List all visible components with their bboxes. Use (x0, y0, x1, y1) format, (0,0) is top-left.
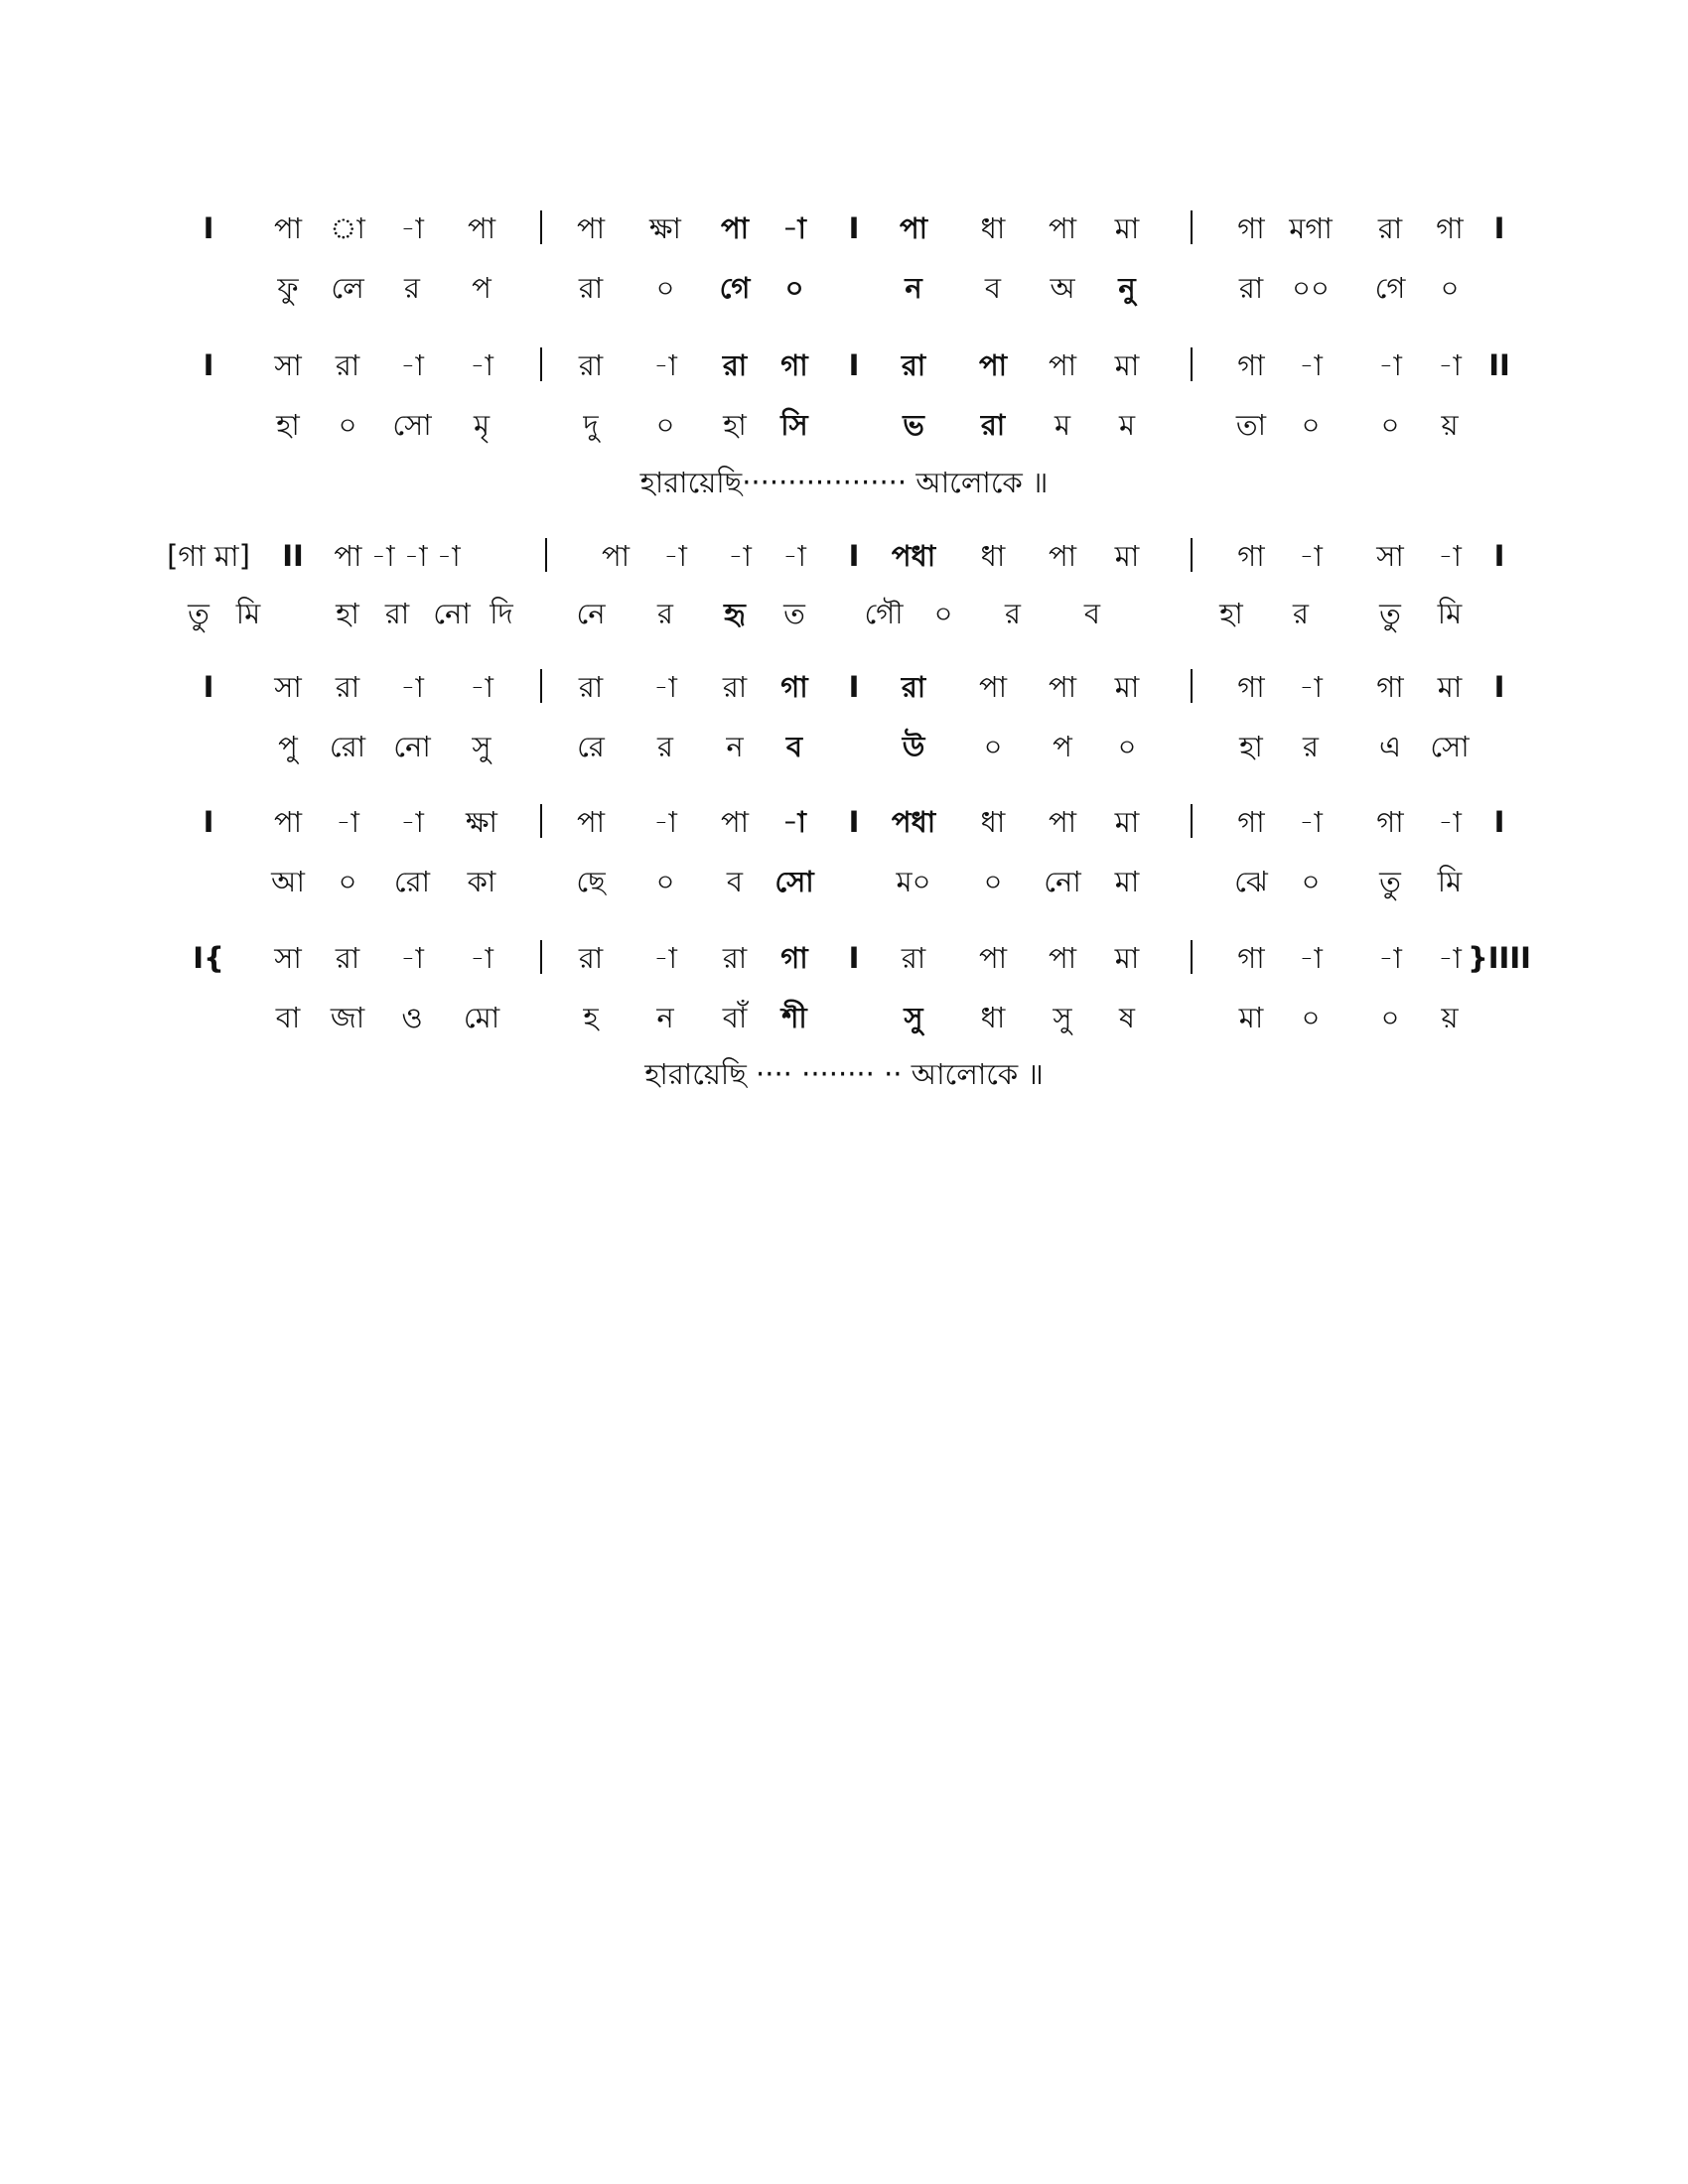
note-token: I (1493, 211, 1505, 245)
note-token: পা (720, 805, 750, 839)
measure-bar (540, 347, 542, 381)
note-token: গা (1237, 211, 1265, 245)
note-token: -া (782, 539, 806, 573)
note-token: -া (782, 805, 806, 839)
measure-bar (545, 538, 547, 572)
note-token: -া (728, 539, 752, 573)
note-token: I (203, 211, 214, 245)
note-token: পা (978, 670, 1008, 704)
note-token: I (1493, 805, 1505, 839)
measure-bar (1191, 347, 1193, 381)
lyric-syllable: ০ (338, 865, 357, 898)
lyric-syllable: ব (1083, 597, 1101, 630)
lyric-syllable: হা (1239, 730, 1263, 763)
note-token: মা (1114, 805, 1140, 839)
note-token: [গা মা] (167, 539, 250, 573)
lyric-syllable: তু (1379, 597, 1401, 630)
note-token: রা (335, 348, 360, 382)
note-token: -া (336, 805, 359, 839)
note-token: পা (1048, 211, 1077, 245)
note-token: পা (1048, 805, 1077, 839)
note-token: রা (722, 670, 748, 704)
note-token: সা (274, 348, 302, 382)
lyric-syllable: সো (392, 408, 432, 442)
note-token: রা (901, 670, 926, 704)
note-token: গা (780, 670, 808, 704)
note-token: I (848, 805, 860, 839)
lyric-syllable: গে (1374, 271, 1406, 305)
note-token: মগা (1289, 211, 1333, 245)
note-token: -া (1438, 805, 1462, 839)
lyric-syllable: য় (1441, 1001, 1459, 1034)
note-token: গা (780, 348, 808, 382)
note-token: া (330, 211, 365, 245)
note-token: রা (722, 348, 748, 382)
note-token: রা (722, 941, 748, 975)
note-token: মা (1437, 670, 1463, 704)
lyric-syllable: বা (275, 1001, 301, 1034)
note-token: -া (1438, 941, 1462, 975)
lyric-syllable: মি (1437, 865, 1463, 898)
lyric-syllable: ০ (338, 408, 357, 442)
lyric-syllable: প (1053, 730, 1072, 763)
measure-bar (540, 669, 542, 703)
lyric-row (199, 268, 1509, 308)
lyric-syllable: লে (331, 271, 364, 305)
measure-bar (1191, 210, 1193, 244)
lyric-syllable: ০ (1301, 408, 1321, 442)
note-token: পা (1048, 348, 1077, 382)
lyric-syllable: ০ (983, 865, 1003, 898)
refrain-line: হারায়েছি ···· ········ ·· আলোকে ॥ (644, 1057, 1044, 1091)
note-token: গা (1436, 211, 1464, 245)
lyric-syllable: ম (1054, 408, 1071, 442)
lyric-syllable: দি (490, 597, 513, 630)
note-token: -া (400, 348, 424, 382)
note-token: }IIII (1468, 941, 1531, 975)
lyric-syllable: ব (984, 271, 1002, 305)
note-token: -া (470, 941, 493, 975)
lyric-syllable: কা (467, 865, 496, 898)
lyric-syllable: নো (433, 597, 471, 630)
lyric-syllable: হৃ (724, 597, 746, 630)
lyric-syllable: রা (384, 597, 410, 630)
note-token: I (203, 805, 214, 839)
note-token: পা (978, 941, 1008, 975)
measure-bar (1191, 669, 1193, 703)
note-token: I (203, 670, 214, 704)
note-token: -া (653, 348, 677, 382)
note-token: II (282, 539, 304, 573)
note-token: রা (335, 941, 360, 975)
lyric-syllable: র (1005, 597, 1021, 630)
note-token: রা (578, 941, 604, 975)
lyric-row (199, 998, 1509, 1037)
lyric-syllable: সি (780, 408, 808, 442)
lyric-syllable: গৌ (864, 597, 904, 630)
lyric-syllable: ভ (903, 408, 924, 442)
note-token: -া (470, 670, 493, 704)
note-token: সা (274, 670, 302, 704)
note-token: পা (1048, 670, 1077, 704)
note-token: -া (782, 211, 806, 245)
notation-row (199, 802, 1509, 842)
lyric-syllable: আ (271, 865, 305, 898)
lyric-syllable: সু (1053, 1001, 1072, 1034)
note-token: -া (1438, 348, 1462, 382)
note-token: ধা (980, 805, 1006, 839)
note-token: গা (780, 941, 808, 975)
note-token: I (1493, 539, 1505, 573)
lyric-syllable: ০ (784, 271, 804, 305)
lyric-syllable: ন (905, 271, 922, 305)
lyric-syllable: ন (726, 730, 744, 763)
lyric-syllable: দু (583, 408, 599, 442)
lyric-syllable: রা (1238, 271, 1264, 305)
note-token: রা (578, 348, 604, 382)
lyric-syllable: ০ (1380, 408, 1400, 442)
measure-bar (540, 940, 542, 974)
lyric-syllable: র (1293, 597, 1309, 630)
note-token: -া (1438, 539, 1462, 573)
lyric-syllable: ০ (1301, 865, 1321, 898)
lyric-syllable: ব (726, 865, 744, 898)
lyric-syllable: র (404, 271, 420, 305)
notation-row (193, 938, 1531, 978)
note-token: -া (653, 670, 677, 704)
lyric-syllable: ০ (1440, 271, 1460, 305)
lyric-syllable: নে (576, 597, 606, 630)
lyric-syllable: ছে (576, 865, 606, 898)
measure-bar (1191, 804, 1193, 838)
lyric-syllable: হা (336, 597, 359, 630)
lyric-syllable: ফু (277, 271, 299, 305)
note-token: পা (1048, 941, 1077, 975)
note-token: সা (274, 941, 302, 975)
note-token: রা (335, 670, 360, 704)
note-token: I (203, 348, 214, 382)
lyric-syllable: ০ (1117, 730, 1137, 763)
note-token: গা (1237, 348, 1265, 382)
note-token: পধা (891, 805, 936, 839)
lyric-syllable: শী (781, 1001, 807, 1034)
lyric-syllable: ০ (655, 865, 675, 898)
note-token: রা (901, 941, 926, 975)
lyric-syllable: ম (1118, 408, 1136, 442)
notation-row (199, 667, 1509, 707)
note-token: মা (1114, 348, 1140, 382)
note-token: I (848, 670, 860, 704)
note-token: -া (400, 941, 424, 975)
note-token: I (848, 348, 860, 382)
lyric-syllable: নো (393, 730, 431, 763)
lyric-syllable: মা (1114, 865, 1140, 898)
note-token: পা (273, 211, 303, 245)
lyric-syllable: র (1303, 730, 1319, 763)
note-token: পা (273, 805, 303, 839)
lyric-syllable: ০ (655, 408, 675, 442)
lyric-syllable: হা (276, 408, 300, 442)
lyric-syllable: সো (774, 865, 814, 898)
measure-bar (540, 210, 542, 244)
note-token: -া (470, 348, 493, 382)
lyric-syllable: প (472, 271, 492, 305)
note-token: -া (400, 805, 424, 839)
lyric-syllable: হা (1219, 597, 1243, 630)
lyric-row (188, 594, 1509, 633)
lyric-syllable: ষ (1119, 1001, 1135, 1034)
note-token: পা (576, 211, 606, 245)
note-token: পা (720, 211, 750, 245)
note-token: -া (1299, 805, 1323, 839)
lyric-syllable: ০ (933, 597, 953, 630)
lyric-syllable: ব (785, 730, 803, 763)
lyric-syllable: ন (656, 1001, 674, 1034)
lyric-syllable: ঝে (1234, 865, 1268, 898)
note-token: I{ (193, 941, 224, 975)
lyric-syllable: উ (902, 730, 925, 763)
note-token: রা (578, 670, 604, 704)
note-token: -া (1378, 348, 1402, 382)
lyric-syllable: তু (1379, 865, 1401, 898)
lyric-syllable: ০ (1380, 1001, 1400, 1034)
lyric-syllable: রে (577, 730, 605, 763)
lyric-syllable: তু (188, 597, 210, 630)
note-token: -া (1299, 670, 1323, 704)
note-token: পা -া -া -া (334, 539, 461, 573)
lyric-syllable: মি (235, 597, 261, 630)
note-token: I (848, 211, 860, 245)
notation-row (199, 345, 1509, 385)
note-token: -া (653, 805, 677, 839)
lyric-syllable: ০ (655, 271, 675, 305)
note-token: II (1488, 348, 1510, 382)
measure-bar (1191, 538, 1193, 572)
lyric-syllable: তা (1235, 408, 1267, 442)
lyric-syllable: সো (1430, 730, 1470, 763)
note-token: গা (1237, 539, 1265, 573)
note-token: -া (1378, 941, 1402, 975)
lyric-syllable: সু (904, 1001, 923, 1034)
note-token: গা (1376, 805, 1404, 839)
lyric-syllable: ০০ (1292, 271, 1330, 305)
notation-row (199, 208, 1509, 248)
note-token: -া (400, 211, 424, 245)
note-token: পা (601, 539, 631, 573)
note-token: রা (901, 348, 926, 382)
lyric-syllable: রা (980, 408, 1006, 442)
note-token: পা (576, 805, 606, 839)
note-token: পধা (891, 539, 936, 573)
lyric-syllable: বাঁ (722, 1001, 748, 1034)
note-token: গা (1237, 805, 1265, 839)
lyric-row (199, 727, 1509, 766)
lyric-syllable: সু (472, 730, 492, 763)
note-token: মা (1114, 539, 1140, 573)
note-token: -া (653, 941, 677, 975)
lyric-syllable: ০ (1301, 1001, 1321, 1034)
lyric-syllable: রা (578, 271, 604, 305)
note-token: I (848, 941, 860, 975)
note-token: -া (1299, 539, 1323, 573)
lyric-syllable: নো (1044, 865, 1081, 898)
lyric-syllable: হা (723, 408, 747, 442)
measure-bar (540, 804, 542, 838)
lyric-syllable: পু (278, 730, 298, 763)
note-token: I (1493, 670, 1505, 704)
lyric-syllable: মি (1437, 597, 1463, 630)
lyric-syllable: মা (1238, 1001, 1264, 1034)
lyric-syllable: হ (583, 1001, 599, 1034)
note-token: মা (1114, 670, 1140, 704)
note-token: -া (663, 539, 687, 573)
lyric-syllable: র (657, 597, 673, 630)
note-token: -া (1299, 941, 1323, 975)
note-token: -া (1299, 348, 1323, 382)
lyric-syllable: ০ (983, 730, 1003, 763)
note-token: গা (1237, 670, 1265, 704)
lyric-syllable: জা (330, 1001, 365, 1034)
note-token: ধা (980, 539, 1006, 573)
lyric-syllable: ধা (980, 1001, 1006, 1034)
lyric-syllable: ম০ (896, 865, 931, 898)
note-token: পা (1048, 539, 1077, 573)
lyric-syllable: গে (719, 271, 751, 305)
lyric-syllable: মৃ (473, 408, 491, 442)
note-token: গা (1376, 670, 1404, 704)
note-token: মা (1114, 211, 1140, 245)
note-token: ক্ষা (649, 211, 681, 245)
note-token: মা (1114, 941, 1140, 975)
lyric-syllable: মো (463, 1001, 500, 1034)
note-token: ক্ষা (466, 805, 497, 839)
notation-row (167, 536, 1509, 576)
lyric-syllable: নু (1118, 271, 1136, 305)
note-token: পা (978, 348, 1008, 382)
note-token: ধা (980, 211, 1006, 245)
lyric-syllable: র (657, 730, 673, 763)
note-token: সা (1376, 539, 1404, 573)
note-token: পা (899, 211, 928, 245)
lyric-syllable: এ (1378, 730, 1402, 763)
note-token: I (848, 539, 860, 573)
note-token: গা (1237, 941, 1265, 975)
note-token: পা (467, 211, 496, 245)
lyric-syllable: রো (393, 865, 431, 898)
lyric-syllable: য় (1441, 408, 1459, 442)
note-token: রা (1377, 211, 1403, 245)
lyric-syllable: ত (783, 597, 805, 630)
lyric-syllable: ও (401, 1001, 423, 1034)
lyric-row (199, 862, 1509, 901)
lyric-syllable: রো (329, 730, 366, 763)
note-token: -া (400, 670, 424, 704)
lyric-row (199, 405, 1509, 445)
refrain-line: হারায়েছি·················· আলোকে ॥ (639, 466, 1049, 499)
measure-bar (1191, 940, 1193, 974)
lyric-syllable: অ (1050, 271, 1075, 305)
